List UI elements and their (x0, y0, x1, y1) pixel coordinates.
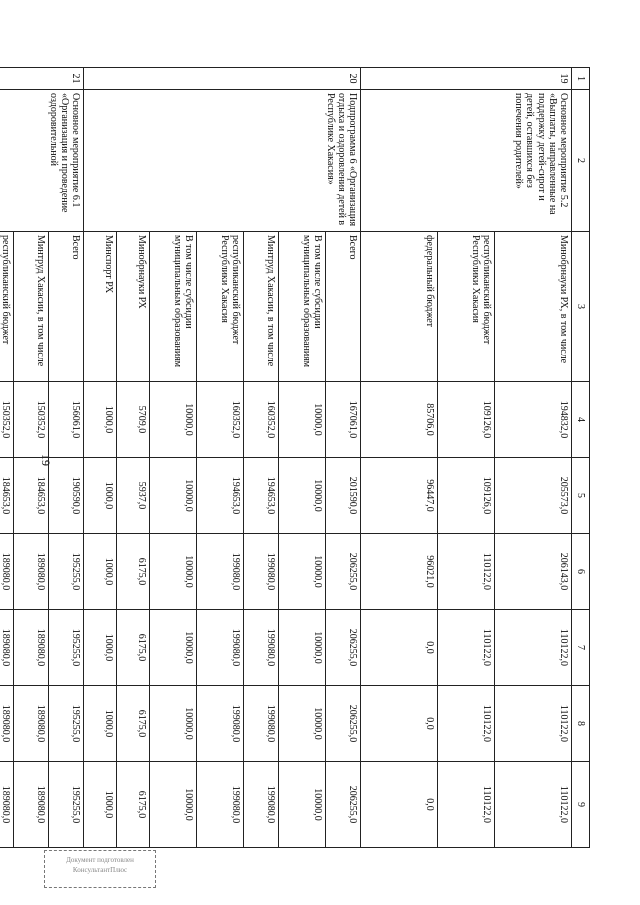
row-number (150, 68, 197, 90)
header-cell: 7 (572, 610, 590, 686)
watermark-stamp (44, 850, 156, 888)
value-cell: 110122,0 (495, 762, 572, 848)
funding-source: Минтруд Хакасии, в том числе (14, 232, 49, 382)
row-number: 21 (49, 68, 84, 90)
value-cell: 199080,0 (244, 686, 279, 762)
row-number (0, 68, 14, 90)
funding-source: Всего (49, 232, 84, 382)
value-cell: 10000,0 (279, 762, 326, 848)
header-cell: 3 (572, 232, 590, 382)
value-cell: 110122,0 (438, 534, 495, 610)
value-cell: 189080,0 (0, 762, 14, 848)
value-cell: 96021,0 (361, 534, 438, 610)
value-cell: 85706,0 (361, 382, 438, 458)
stamp-line: КонсультантПлюс (72, 866, 128, 874)
value-cell: 96447,0 (361, 458, 438, 534)
value-cell: 199080,0 (197, 610, 244, 686)
value-cell: 10000,0 (150, 610, 197, 686)
value-cell: 110122,0 (438, 686, 495, 762)
row-number (197, 68, 244, 90)
header-cell: 2 (572, 90, 590, 232)
funding-source: Минобрнауки РХ, в том числе (495, 232, 572, 382)
page-number: 19 (39, 454, 53, 466)
value-cell: 1000,0 (84, 534, 117, 610)
value-cell: 1000,0 (84, 686, 117, 762)
value-cell: 1000,0 (84, 382, 117, 458)
value-cell: 189080,0 (14, 610, 49, 686)
row-number (361, 68, 438, 90)
table-row (326, 68, 361, 848)
value-cell: 199080,0 (244, 534, 279, 610)
funding-source: федеральный бюджет (361, 232, 438, 382)
header-cell: 9 (572, 762, 590, 848)
value-cell: 6175,0 (117, 762, 150, 848)
value-cell: 0,0 (361, 686, 438, 762)
value-cell: 0,0 (361, 610, 438, 686)
value-cell: 206143,0 (495, 534, 572, 610)
header-cell: 5 (572, 458, 590, 534)
row-number (279, 68, 326, 90)
value-cell: 6175,0 (117, 686, 150, 762)
value-cell: 195255,0 (49, 762, 84, 848)
value-cell: 199080,0 (197, 686, 244, 762)
funding-source: Минспорт РХ (84, 232, 117, 382)
value-cell: 195255,0 (49, 610, 84, 686)
header-cell: 8 (572, 686, 590, 762)
value-cell: 189080,0 (14, 686, 49, 762)
value-cell: 10000,0 (150, 686, 197, 762)
value-cell: 10000,0 (279, 458, 326, 534)
header-cell: 4 (572, 382, 590, 458)
value-cell: 190590,0 (49, 458, 84, 534)
row-number (244, 68, 279, 90)
value-cell: 110122,0 (495, 610, 572, 686)
value-cell: 110122,0 (438, 762, 495, 848)
value-cell: 1000,0 (84, 458, 117, 534)
row-number (117, 68, 150, 90)
row-number: 19 (495, 68, 572, 90)
value-cell: 199080,0 (197, 762, 244, 848)
value-cell: 184653,0 (14, 458, 49, 534)
value-cell: 109126,0 (438, 382, 495, 458)
value-cell: 10000,0 (150, 458, 197, 534)
value-cell: 10000,0 (150, 762, 197, 848)
funding-source: Минобрнауки РХ (117, 232, 150, 382)
value-cell: 10000,0 (150, 382, 197, 458)
funding-source: Всего (326, 232, 361, 382)
value-cell: 10000,0 (279, 610, 326, 686)
event-name: Основное мероприятие 6.1 «Организация и проведение оздоровительной (0, 90, 84, 232)
value-cell: 195255,0 (49, 686, 84, 762)
value-cell: 6175,0 (117, 610, 150, 686)
row-number (84, 68, 117, 90)
budget-table (0, 67, 590, 848)
value-cell: 10000,0 (279, 534, 326, 610)
value-cell: 6175,0 (117, 534, 150, 610)
header-row (572, 68, 590, 848)
event-name: Основное мероприятие 5.2 «Выплаты, направленные на поддержку детей-сирот и детей, оставшихся без попечения родителей» (361, 90, 572, 232)
value-cell: 1000,0 (84, 610, 117, 686)
value-cell: 10000,0 (279, 382, 326, 458)
table-row (49, 68, 84, 848)
value-cell: 189080,0 (0, 686, 14, 762)
event-name: Подпрограмма 6 «Организация отдыха и оздоровления детей в Республике Хакасия» (84, 90, 361, 232)
value-cell: 206255,0 (326, 534, 361, 610)
funding-source: В том числе субсидии муниципальным образованиям (150, 232, 197, 382)
stamp-line: Документ подготовлен (66, 856, 134, 864)
value-cell: 194653,0 (244, 458, 279, 534)
row-number: 20 (326, 68, 361, 90)
row-number (438, 68, 495, 90)
funding-source: Минтруд Хакасии, в том числе (244, 232, 279, 382)
value-cell: 194653,0 (197, 458, 244, 534)
table-row (495, 68, 572, 848)
value-cell: 206255,0 (326, 762, 361, 848)
value-cell: 199080,0 (244, 610, 279, 686)
value-cell: 205573,0 (495, 458, 572, 534)
value-cell: 156061,0 (49, 382, 84, 458)
value-cell: 206255,0 (326, 686, 361, 762)
value-cell: 5937,0 (117, 458, 150, 534)
value-cell: 110122,0 (495, 686, 572, 762)
funding-source: В том числе субсидии муниципальным образованиям (279, 232, 326, 382)
value-cell: 150352,0 (0, 382, 14, 458)
value-cell: 0,0 (361, 762, 438, 848)
value-cell: 189080,0 (14, 762, 49, 848)
value-cell: 110122,0 (438, 610, 495, 686)
rotated-table-container (0, 67, 590, 847)
value-cell: 201590,0 (326, 458, 361, 534)
value-cell: 160352,0 (244, 382, 279, 458)
funding-source: республиканский бюджет (0, 232, 14, 382)
value-cell: 194832,0 (495, 382, 572, 458)
row-number (14, 68, 49, 90)
value-cell: 189080,0 (14, 534, 49, 610)
value-cell: 10000,0 (150, 534, 197, 610)
value-cell: 109126,0 (438, 458, 495, 534)
value-cell: 199080,0 (197, 534, 244, 610)
value-cell: 199080,0 (244, 762, 279, 848)
value-cell: 5709,0 (117, 382, 150, 458)
value-cell: 160352,0 (197, 382, 244, 458)
value-cell: 189080,0 (0, 534, 14, 610)
value-cell: 10000,0 (279, 686, 326, 762)
value-cell: 206255,0 (326, 610, 361, 686)
value-cell: 150352,0 (14, 382, 49, 458)
header-cell: 6 (572, 534, 590, 610)
value-cell: 1000,0 (84, 762, 117, 848)
header-cell: 1 (572, 68, 590, 90)
value-cell: 167061,0 (326, 382, 361, 458)
funding-source: республиканский бюджет Республики Хакасия (197, 232, 244, 382)
value-cell: 189080,0 (0, 610, 14, 686)
funding-source: республиканский бюджет Республики Хакасия (438, 232, 495, 382)
value-cell: 195255,0 (49, 534, 84, 610)
value-cell: 184653,0 (0, 458, 14, 534)
